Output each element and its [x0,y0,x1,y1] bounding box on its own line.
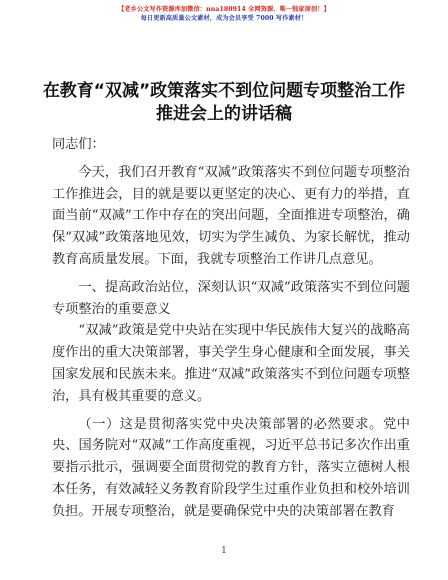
document-body [52,134,410,523]
paragraph-subpoint-1: （一）这是贯彻落实党中央决策部署的必然要求。党中央、国务院对“双减”工作高度重视，习近平总书记多次作出重要指示批示，强调要全面贯彻党的教育方针，落实立德树人根本任务，有效减轻义务教育阶段学生过重作业负担和校外培训负担。开展专项整治，就是要确保党中央的决策部署在教育 [52,416,410,519]
banner-line-2: 每日更新高质量公文素材，成为会员享受 7000 写作素材！ [140,15,308,22]
section-heading: 一、提高政治站位，深刻认识“双减”政策落实不到位问题专项整治的重要意义 [52,279,410,317]
paragraph-significance: “双减”政策是党中央站在实现中华民族伟大复兴的战略高度作出的重大决策部署，事关学生身心健康和全面发展，事关国家发展和民族未来。推进“双减”政策落实不到位问题专项整治，具有极其重要的意义。 [52,323,410,404]
paragraph-intro: 今天，我们召开教育“双减”政策落实不到位问题专项整治工作推进会，目的就是要以更坚定的决心、更有力的举措，直面当前“双减”工作中存在的突出问题，全面推进专项整治，确保“双减”政策落地见效，切实为学生减负、为家长解忧，推动教育高质量发展。下面，我就专项整治工作讲几点意见。 [52,164,410,267]
greeting: 同志们： [52,137,105,152]
header-banner [0,6,448,24]
banner-line-1: 【老乡公文写作资源库加微信：nna180914 全网资源、唯一独家原创！】 [118,6,330,13]
document-title: 在教育“双减”政策落实不到位问题专项整治工作推进会上的讲话稿 [42,81,406,124]
page-number: 1 [221,546,227,556]
